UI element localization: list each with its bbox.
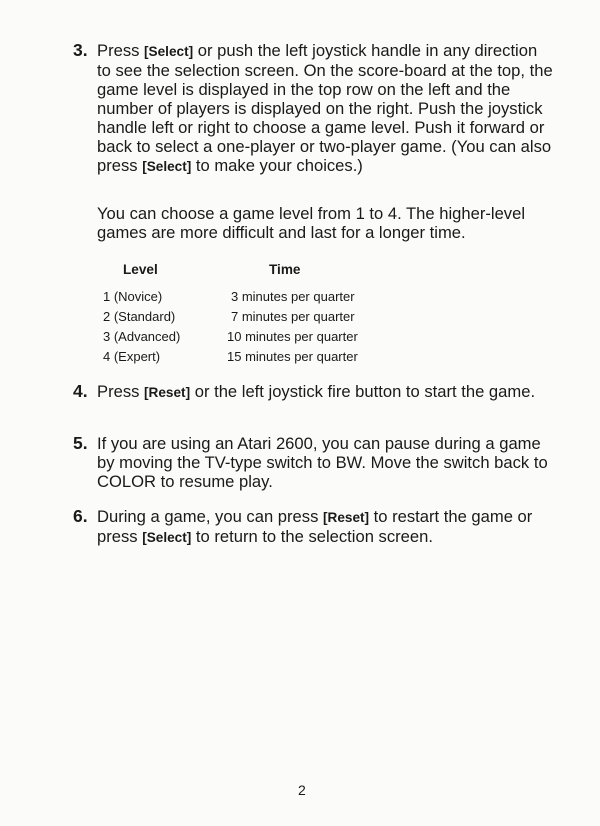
select-key-label: [Select]	[142, 530, 192, 545]
table-row	[99, 349, 399, 369]
reset-key-label: [Reset]	[322, 510, 370, 525]
text-run: If you are using an Atari 2600, you can pause during a game by moving the TV-type switch to BW. Move the switch back to COLOR to resume play.	[97, 434, 548, 491]
table-row	[99, 329, 399, 349]
step-text	[97, 41, 553, 176]
table-row	[99, 289, 399, 309]
step-number: 4.	[73, 381, 88, 401]
step-number: 6.	[73, 506, 88, 526]
level-cell: 3 (Advanced)	[103, 329, 181, 344]
select-key-label: [Select]	[142, 159, 192, 174]
text-run: to return to the selection screen.	[191, 527, 433, 546]
page-number: 2	[298, 782, 306, 798]
step-text	[97, 507, 553, 547]
time-column-header: Time	[269, 262, 301, 277]
step-5	[73, 434, 553, 491]
step-number: 5.	[73, 433, 88, 453]
text-run: Press	[97, 382, 145, 401]
step-3	[73, 41, 553, 176]
level-cell: 2 (Standard)	[103, 309, 176, 324]
level-cell: 1 (Novice)	[103, 289, 163, 304]
time-cell: 3 minutes per quarter	[231, 289, 355, 304]
text-run: Press	[97, 41, 145, 60]
step-4	[73, 382, 553, 402]
step-number: 3.	[73, 40, 88, 60]
level-cell: 4 (Expert)	[103, 349, 161, 364]
step-6	[73, 507, 553, 547]
step-text	[97, 382, 553, 402]
time-cell: 10 minutes per quarter	[227, 329, 358, 344]
time-cell: 15 minutes per quarter	[227, 349, 358, 364]
select-key-label: [Select]	[144, 44, 194, 59]
reset-key-label: [Reset]	[144, 385, 191, 400]
table-row	[99, 309, 399, 329]
text-run: During a game, you can press	[97, 507, 323, 526]
level-column-header: Level	[123, 262, 158, 277]
text-run: or push the left joystick handle in any direction to see the selection screen. On the score-board at the top, the game level is displayed in the top row on the left and the number of players is displayed on the right. Push the joystick handle left or right to choose a game level. Push it forward or back to select a one-player or two-player game. (You can also press	[97, 41, 553, 175]
step-text	[97, 434, 553, 491]
text-run: to make your choices.)	[191, 156, 363, 175]
time-cell: 7 minutes per quarter	[231, 309, 355, 324]
levels-paragraph: You can choose a game level from 1 to 4. The higher-level games are more difficult and last for a longer time.	[97, 204, 526, 242]
text-run: to restart the game or press	[97, 507, 533, 546]
text-run: or the left joystick fire button to start the game.	[190, 382, 536, 401]
